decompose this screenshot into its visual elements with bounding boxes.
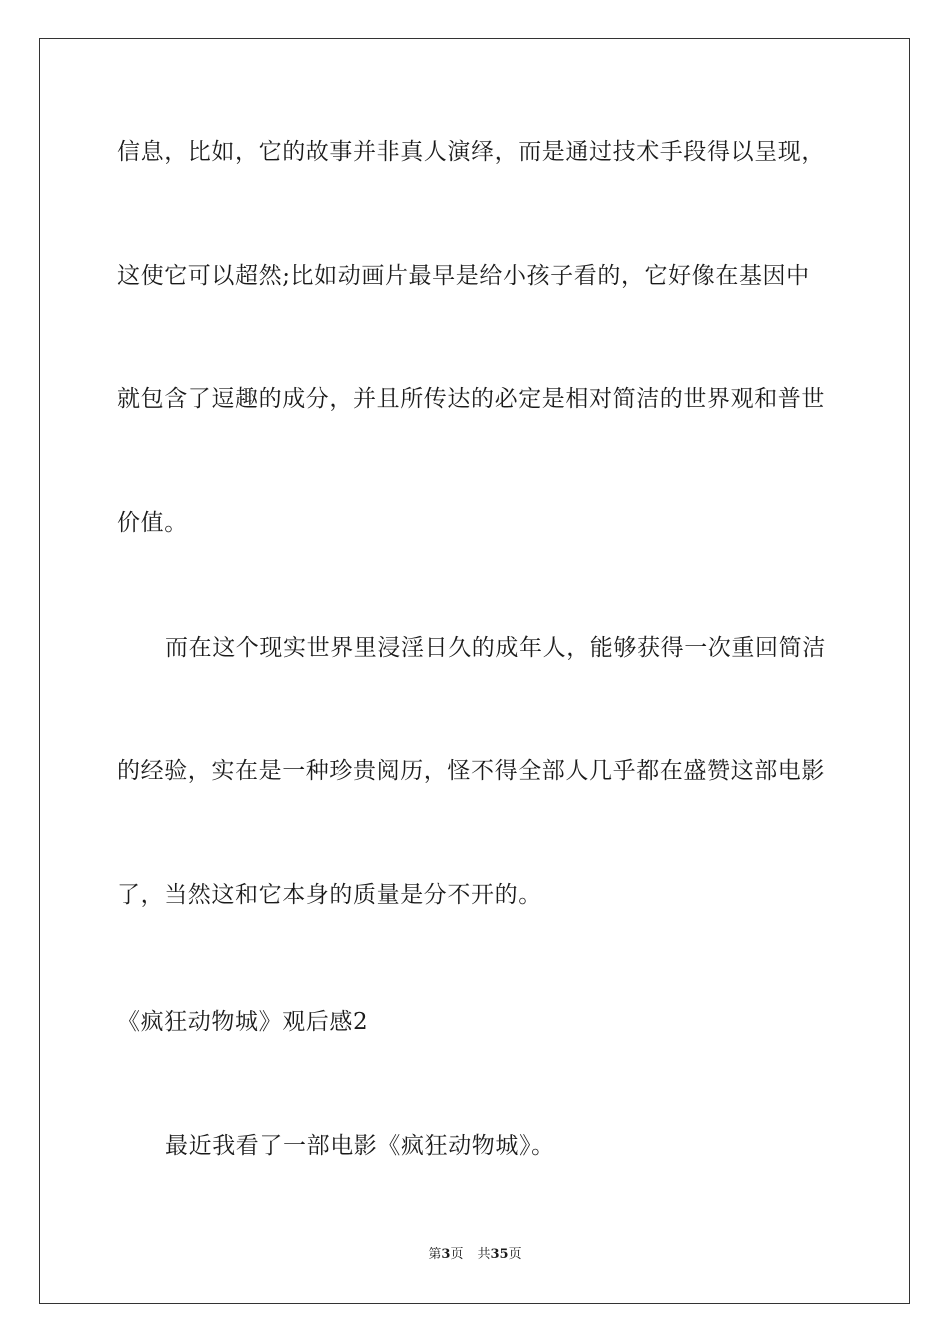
footer-prefix: 第 xyxy=(428,1247,442,1262)
section-body-line-1: 最近我看了一部电影《疯狂动物城》。 xyxy=(165,1133,555,1159)
body-line-7: 了，当然这和它本身的质量是分不开的。 xyxy=(117,882,542,908)
footer-page-suffix: 页 xyxy=(450,1247,464,1262)
page-border xyxy=(39,38,910,1304)
footer-total-suffix: 页 xyxy=(508,1247,522,1262)
body-line-1: 信息，比如，它的故事并非真人演绎，而是通过技术手段得以呈现， xyxy=(117,139,825,165)
body-line-5: 而在这个现实世界里浸淫日久的成年人，能够获得一次重回简洁 xyxy=(165,635,826,661)
footer-total-pages: 35 xyxy=(490,1247,509,1262)
body-line-2: 这使它可以超然;比如动画片最早是给小孩子看的，它好像在基因中 xyxy=(117,263,810,289)
body-line-6: 的经验，实在是一种珍贵阅历，怪不得全部人几乎都在盛赞这部电影 xyxy=(117,758,825,784)
body-line-4: 价值。 xyxy=(117,510,188,536)
section-title: 《疯狂动物城》观后感2 xyxy=(117,1009,369,1035)
body-line-3: 就包含了逗趣的成分，并且所传达的必定是相对简洁的世界观和普世 xyxy=(117,386,825,412)
footer-total-prefix: 共 xyxy=(477,1247,491,1262)
page-footer xyxy=(0,1246,950,1264)
footer-page-number: 3 xyxy=(441,1247,451,1262)
